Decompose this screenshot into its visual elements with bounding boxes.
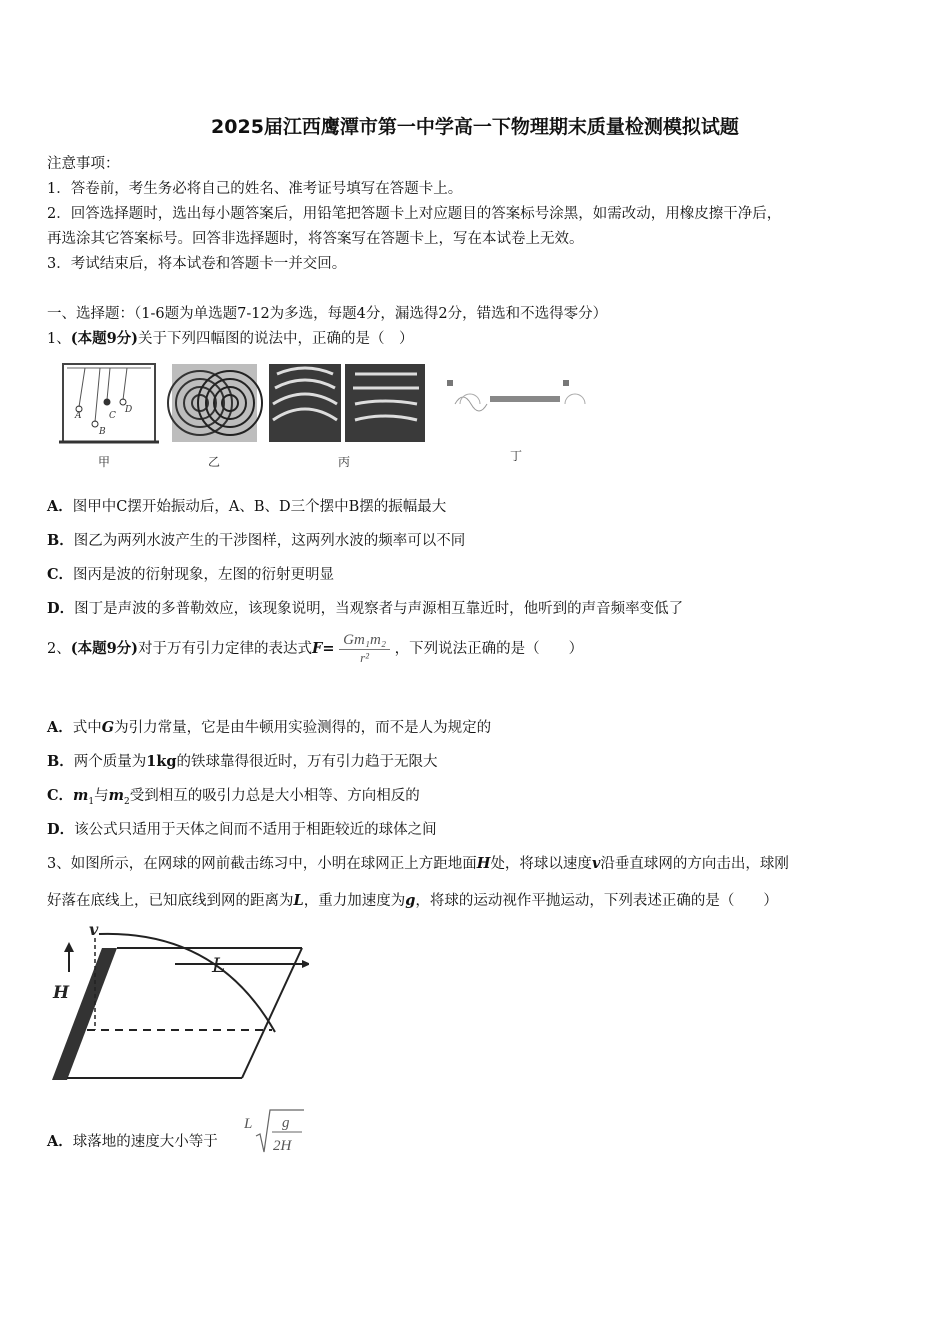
q2-number: 2、 — [47, 641, 71, 657]
pendulum-label-c: C — [109, 411, 116, 421]
q2-score: (本题9分) — [70, 640, 139, 657]
fig-label-H: H — [53, 983, 70, 1003]
figure-yi-interference — [168, 364, 262, 442]
figure-label-jia: 甲 — [98, 455, 111, 469]
q1-option-c: C．图丙是波的衍射现象，左图的衍射更明显 — [47, 566, 335, 583]
q2-option-d: D．该公式只适用于天体之间而不适用于相距较近的球体之间 — [47, 821, 437, 838]
q1-figures — [55, 362, 595, 470]
figure-label-ding: 丁 — [510, 449, 523, 463]
q3-court-figure — [47, 920, 309, 1085]
q1-option-b: B．图乙为两列水波产生的干涉图样，这两列水波的频率可以不同 — [47, 532, 466, 549]
q2-stem: 2、(本题9分)对于万有引力定律的表达式F= $\frac{\text{Gm₁m₂}}{\text{r²}}$ ，下列说法正确的是（ ） — [47, 632, 584, 665]
figure-ding-doppler — [447, 380, 585, 411]
fig-label-v: v — [89, 920, 99, 939]
q3-option-a: A．球落地的速度大小等于 — [47, 1133, 218, 1150]
q1-stem — [47, 327, 414, 348]
formula-L: L — [244, 1116, 253, 1132]
q1-stem-text: 关于下列四幅图的说法中，正确的是（ ） — [138, 331, 414, 347]
formula-g: g — [282, 1115, 290, 1131]
page-title: 2025届江西鹰潭市第一中学高一下物理期末质量检测模拟试题 — [211, 116, 739, 138]
notice-item-2a: 2．回答选择题时，选出每小题答案后，用铅笔把答题卡上对应题目的答案标号涂黑，如需改动，用橡皮擦干净后， — [47, 206, 782, 222]
pendulum-label-d: D — [125, 405, 133, 415]
q2-option-a: A．式中G为引力常量，它是由牛顿用实验测得的，而不是人为规定的 — [47, 719, 492, 736]
court-drawing — [52, 934, 309, 1080]
q2-option-b: B．两个质量为1kg的铁球靠得很近时，万有引力趋于无限大 — [47, 753, 438, 770]
gravity-formula: $\frac{\text{Gm₁m₂}}{\text{r²}}$ — [339, 632, 390, 666]
pendulum-label-b: B — [99, 427, 106, 437]
q1-score: (本题9分) — [70, 330, 139, 347]
q1-option-a: A．图甲中C摆开始振动后，A、B、D三个摆中B摆的振幅最大 — [47, 498, 447, 515]
fig-label-L: L — [212, 953, 226, 977]
q2-option-c: C．$m_1$与$m_2$受到相互的吸引力总是大小相等、方向相反的 — [47, 787, 420, 807]
q1-option-d: D．图丁是声波的多普勒效应，该现象说明，当观察者与声源相互靠近时，他听到的声音频率变低了 — [47, 600, 684, 617]
figure-label-bing: 丙 — [338, 455, 351, 469]
q3-stem-line1: 3、如图所示，在网球的网前截击练习中，小明在球网正上方距地面H处，将球以速度v沿垂直球网的方向击出，球刚 — [47, 855, 789, 872]
pendulum-label-a: A — [75, 411, 82, 421]
figure-jia-pendulums — [59, 364, 159, 442]
q1-number: 1、 — [47, 331, 71, 347]
q3-option-a-formula — [244, 1106, 306, 1158]
notice-item-2b: 再选涂其它答案标号。回答非选择题时，将答案写在答题卡上，写在本试卷上无效。 — [47, 231, 584, 247]
formula-F: F= — [312, 640, 335, 657]
q3-stem-line2: 好落在底线上，已知底线到网的距离为L，重力加速度为g，将球的运动视作平抛运动，下列表述正确的是（ ） — [47, 892, 778, 909]
figure-label-yi: 乙 — [208, 455, 221, 469]
figure-bing-diffraction — [269, 364, 425, 442]
notice-item-1: 1．答卷前，考生务必将自己的姓名、准考证号填写在答题卡上。 — [47, 181, 463, 197]
section-heading: 一、选择题：（1-6题为单选题7-12为多选，每题4分，漏选得2分，错选和不选得零分） — [47, 306, 608, 322]
notice-heading: 注意事项： — [47, 156, 120, 172]
formula-2H: 2H — [273, 1138, 292, 1154]
notice-item-3: 3．考试结束后，将本试卷和答题卡一并交回。 — [47, 256, 347, 272]
